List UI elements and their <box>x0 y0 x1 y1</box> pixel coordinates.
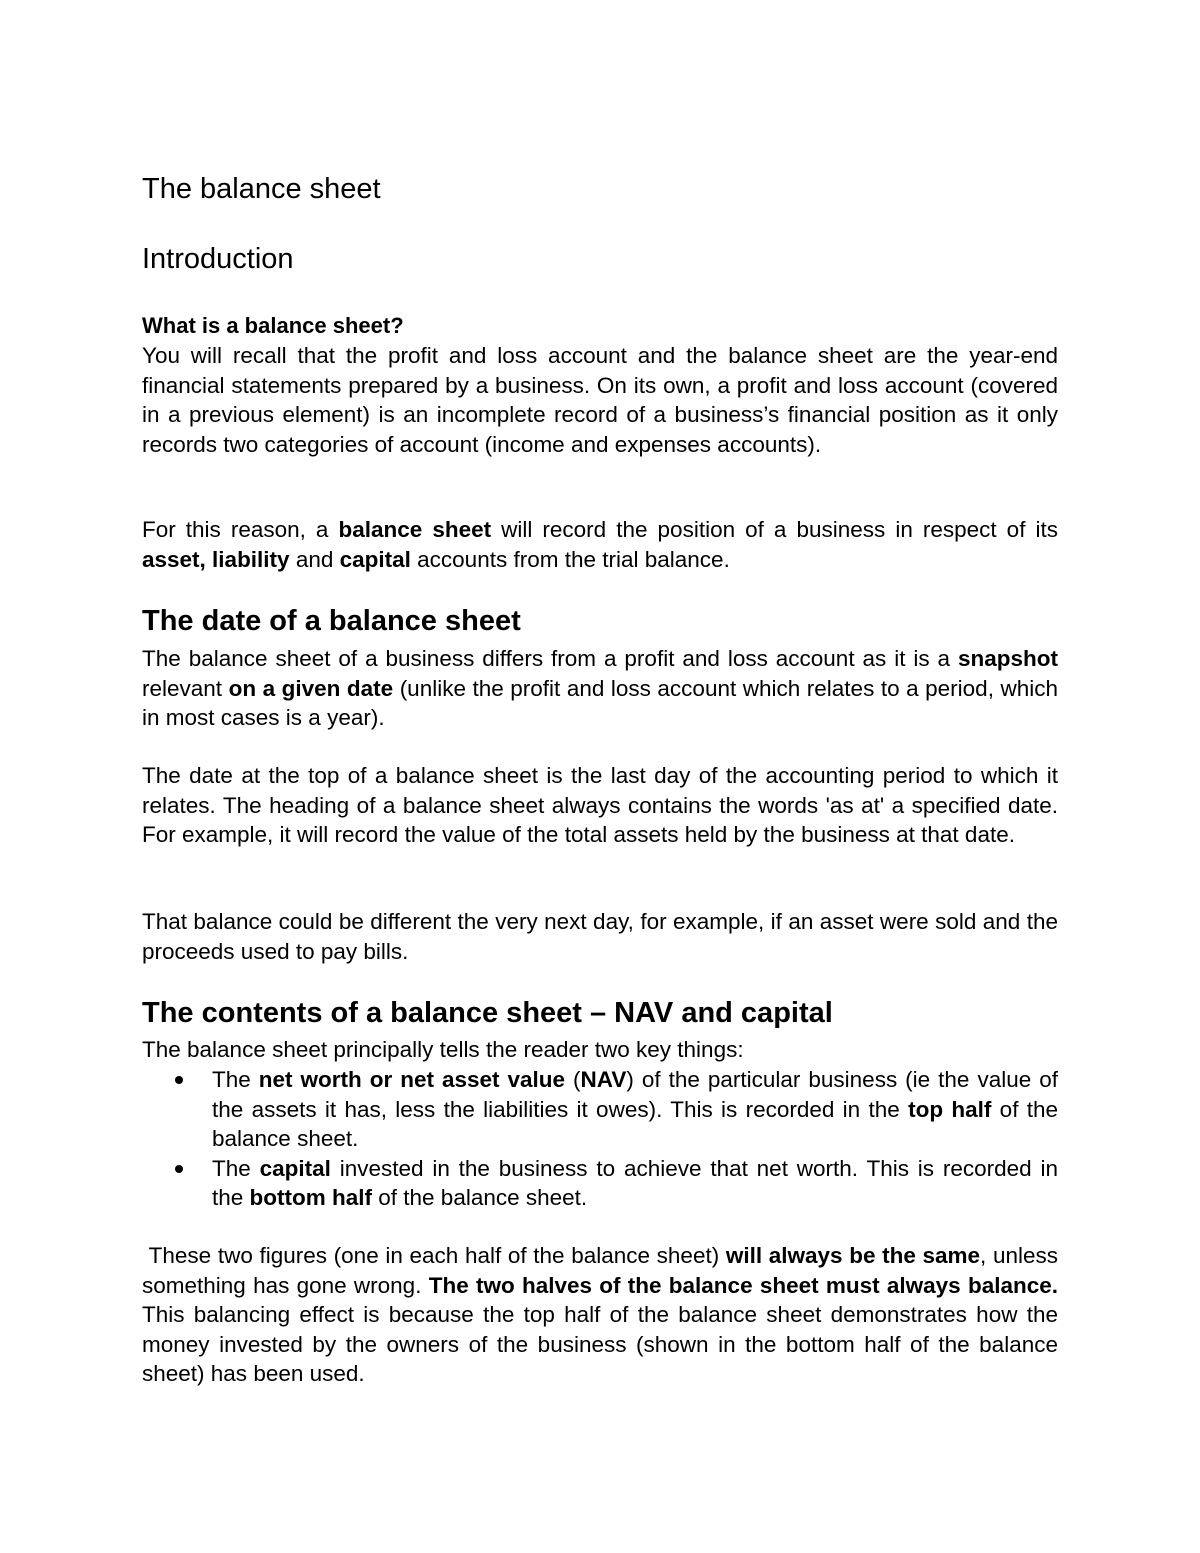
contents-intro: The balance sheet principally tells the reader two key things: <box>142 1037 744 1062</box>
list-item: The net worth or net asset value (NAV) of the particular business (ie the value of the assets it has, less the liabilities it owes). This is recorded in the top half of the balance sheet. <box>142 1065 1058 1154</box>
document-title: The balance sheet <box>142 173 381 205</box>
date-heading: The date of a balance sheet <box>142 605 521 637</box>
list-item: The capital invested in the business to achieve that net worth. This is recorded in the bottom half of the balance sheet. <box>142 1154 1058 1213</box>
intro-paragraph: You will recall that the profit and loss account and the balance sheet are the year-end financial statements prepared by a business. On its own, a profit and loss account (covered in a previous element) is an incomplete record of a business’s financial position as it only records two categories of account (income and expenses accounts). <box>142 343 1058 457</box>
contents-heading: The contents of a balance sheet – NAV and capital <box>142 997 833 1029</box>
balance-paragraph: These two figures (one in each half of the balance sheet) will always be the same, unless something has gone wrong. The two halves of the balance sheet must always balance. This balancing effect is because the top half of the balance sheet demonstrates how the money invested by the owners of the business (shown in the bottom half of the balance sheet) has been used. <box>142 1243 1058 1386</box>
snapshot-paragraph: The balance sheet of a business differs from a profit and loss account as it is a snapshot relevant on a given date (unlike the profit and loss account which relates to a period, which in most cases is a year). <box>142 646 1058 730</box>
intro-heading: Introduction <box>142 243 294 275</box>
what-is-heading: What is a balance sheet? <box>142 313 404 338</box>
bullet-icon <box>175 1076 183 1084</box>
bullet-icon <box>175 1165 183 1173</box>
reason-paragraph: For this reason, a balance sheet will record the position of a business in respect of its asset, liability and capital accounts from the trial balance. <box>142 517 1058 572</box>
key-things-list <box>142 1065 1058 1213</box>
date-paragraph: The date at the top of a balance sheet is the last day of the accounting period to which it relates. The heading of a balance sheet always contains the words 'as at' a specified date. For example, it will record the value of the total assets held by the business at that date. <box>142 763 1058 847</box>
next-day-paragraph: That balance could be different the very next day, for example, if an asset were sold and the proceeds used to pay bills. <box>142 909 1058 964</box>
